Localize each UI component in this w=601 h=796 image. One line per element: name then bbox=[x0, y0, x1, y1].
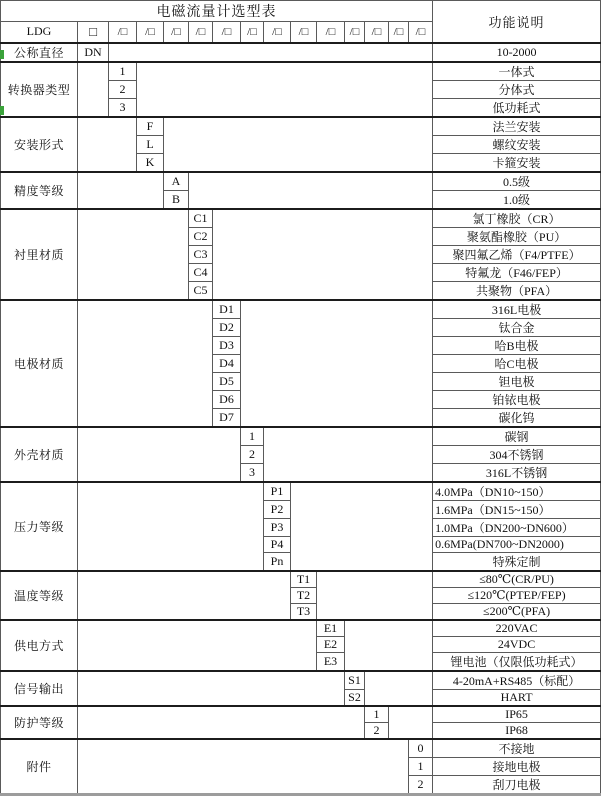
blank-cell bbox=[78, 172, 164, 209]
dn-code: DN bbox=[78, 43, 109, 62]
desc-cell: 不接地 bbox=[433, 739, 601, 758]
desc-cell: 锂电池（仅限低功耗式） bbox=[433, 652, 601, 671]
desc-cell: 24VDC bbox=[433, 636, 601, 652]
blank-cell bbox=[137, 62, 433, 117]
desc-cell: 0.5级 bbox=[433, 172, 601, 191]
code-cell: P2 bbox=[264, 500, 291, 518]
blank-cell bbox=[78, 739, 409, 795]
desc-cell: 螺纹安装 bbox=[433, 135, 601, 153]
blank-cell bbox=[78, 300, 213, 427]
blank-cell bbox=[189, 172, 433, 209]
blank-cell bbox=[389, 706, 433, 739]
desc-cell: 分体式 bbox=[433, 80, 601, 98]
desc-cell: 220VAC bbox=[433, 620, 601, 637]
code-cell: D4 bbox=[213, 354, 241, 372]
code-cell: D2 bbox=[213, 318, 241, 336]
blank-cell bbox=[78, 706, 365, 739]
desc-cell: 哈B电极 bbox=[433, 336, 601, 354]
code-cell: E2 bbox=[317, 636, 345, 652]
code-cell: E1 bbox=[317, 620, 345, 637]
model-slot: /□ bbox=[137, 22, 164, 43]
code-cell: D1 bbox=[213, 300, 241, 319]
desc-cell: IP65 bbox=[433, 706, 601, 723]
desc-cell: 1.6MPa（DN15~150） bbox=[433, 500, 601, 518]
code-cell: C2 bbox=[189, 227, 213, 245]
blank-cell bbox=[78, 117, 137, 172]
row-label: 供电方式 bbox=[1, 620, 78, 671]
code-cell: A bbox=[164, 172, 189, 191]
row-label: 外壳材质 bbox=[1, 427, 78, 482]
desc-cell: 聚四氟乙烯（F4/PTFE） bbox=[433, 245, 601, 263]
code-cell: 2 bbox=[109, 80, 137, 98]
row-label: 温度等级 bbox=[1, 571, 78, 620]
code-cell: S1 bbox=[345, 671, 365, 690]
function-column-header: 功能说明 bbox=[433, 1, 601, 43]
model-slot: /□ bbox=[317, 22, 345, 43]
desc-cell: 4-20mA+RS485（标配） bbox=[433, 671, 601, 690]
code-cell: E3 bbox=[317, 652, 345, 671]
row-label: 附件 bbox=[1, 739, 78, 795]
desc-cell: 一体式 bbox=[433, 62, 601, 81]
model-dn-box: □ bbox=[78, 22, 109, 43]
row-label: 公称直径 bbox=[1, 43, 78, 62]
blank-cell bbox=[345, 620, 433, 671]
blank-cell bbox=[213, 209, 433, 300]
code-cell: C5 bbox=[189, 281, 213, 300]
model-slot: /□ bbox=[409, 22, 433, 43]
blank-cell bbox=[317, 571, 433, 620]
model-slot: /□ bbox=[213, 22, 241, 43]
desc-cell: IP68 bbox=[433, 722, 601, 739]
code-cell: 1 bbox=[365, 706, 389, 723]
model-slot: /□ bbox=[389, 22, 409, 43]
blank-cell bbox=[109, 43, 433, 62]
desc-cell: 法兰安装 bbox=[433, 117, 601, 136]
blank-cell bbox=[78, 209, 189, 300]
model-slot: /□ bbox=[109, 22, 137, 43]
code-cell: L bbox=[137, 135, 164, 153]
code-cell: 1 bbox=[241, 427, 264, 446]
desc-cell: 304不锈钢 bbox=[433, 445, 601, 463]
code-cell: K bbox=[137, 153, 164, 172]
code-cell: S2 bbox=[345, 689, 365, 706]
desc-cell: 1.0MPa（DN200~DN600） bbox=[433, 518, 601, 536]
code-cell: B bbox=[164, 190, 189, 209]
code-cell: 2 bbox=[365, 722, 389, 739]
code-cell: P3 bbox=[264, 518, 291, 536]
code-cell: C3 bbox=[189, 245, 213, 263]
model-slot: /□ bbox=[189, 22, 213, 43]
code-cell: 1 bbox=[109, 62, 137, 81]
blank-cell bbox=[78, 482, 264, 571]
model-slot: /□ bbox=[365, 22, 389, 43]
blank-cell bbox=[164, 117, 433, 172]
code-cell: T3 bbox=[291, 603, 317, 620]
desc-cell: 氯丁橡胶（CR） bbox=[433, 209, 601, 228]
code-cell: T1 bbox=[291, 571, 317, 588]
model-prefix: LDG bbox=[1, 22, 78, 43]
blank-cell bbox=[78, 427, 241, 482]
model-slot: /□ bbox=[345, 22, 365, 43]
code-cell: C1 bbox=[189, 209, 213, 228]
desc-cell: 刮刀电极 bbox=[433, 775, 601, 794]
desc-cell: 碳化钨 bbox=[433, 408, 601, 427]
desc-cell: 哈C电极 bbox=[433, 354, 601, 372]
desc-cell: 0.6MPa(DN700~DN2000) bbox=[433, 536, 601, 552]
blank-cell bbox=[365, 671, 433, 706]
code-cell: 2 bbox=[409, 775, 433, 794]
desc-cell: 316L不锈钢 bbox=[433, 463, 601, 482]
desc-cell: 共聚物（PFA） bbox=[433, 281, 601, 300]
desc-cell: 10-2000 bbox=[433, 43, 601, 62]
desc-cell: ≤80℃(CR/PU) bbox=[433, 571, 601, 588]
row-label: 转换器类型 bbox=[1, 62, 78, 117]
code-cell: D3 bbox=[213, 336, 241, 354]
desc-cell: 特氟龙（F46/FEP） bbox=[433, 263, 601, 281]
desc-cell: 316L电极 bbox=[433, 300, 601, 319]
blank-cell bbox=[241, 300, 433, 427]
model-slot: /□ bbox=[264, 22, 291, 43]
desc-cell: 钛合金 bbox=[433, 318, 601, 336]
code-cell: 1 bbox=[409, 757, 433, 775]
green-edge-artifact bbox=[0, 50, 4, 59]
code-cell: Pn bbox=[264, 552, 291, 571]
code-cell: P1 bbox=[264, 482, 291, 501]
desc-cell: 1.0级 bbox=[433, 190, 601, 209]
desc-cell: 铂铱电极 bbox=[433, 390, 601, 408]
code-cell: D5 bbox=[213, 372, 241, 390]
desc-cell: 特殊定制 bbox=[433, 552, 601, 571]
model-slot: /□ bbox=[291, 22, 317, 43]
blank-cell bbox=[78, 571, 291, 620]
code-cell: 0 bbox=[409, 739, 433, 758]
desc-cell: 接地电极 bbox=[433, 757, 601, 775]
blank-cell bbox=[264, 427, 433, 482]
green-edge-artifact bbox=[0, 106, 4, 115]
row-label: 压力等级 bbox=[1, 482, 78, 571]
table-title: 电磁流量计选型表 bbox=[1, 1, 433, 22]
desc-cell: 钽电极 bbox=[433, 372, 601, 390]
blank-cell bbox=[78, 62, 109, 117]
blank-cell bbox=[78, 620, 317, 671]
desc-cell: 碳钢 bbox=[433, 427, 601, 446]
row-label: 衬里材质 bbox=[1, 209, 78, 300]
blank-cell bbox=[78, 671, 345, 706]
code-cell: T2 bbox=[291, 587, 317, 603]
blank-cell bbox=[291, 482, 433, 571]
code-cell: 3 bbox=[241, 463, 264, 482]
row-label: 安装形式 bbox=[1, 117, 78, 172]
model-slot: /□ bbox=[164, 22, 189, 43]
row-label: 防护等级 bbox=[1, 706, 78, 739]
code-cell: F bbox=[137, 117, 164, 136]
desc-cell: 卡箍安装 bbox=[433, 153, 601, 172]
desc-cell: 聚氨酯橡胶（PU） bbox=[433, 227, 601, 245]
desc-cell: ≤120℃(PTEP/FEP) bbox=[433, 587, 601, 603]
model-slot: /□ bbox=[241, 22, 264, 43]
row-label: 电极材质 bbox=[1, 300, 78, 427]
code-cell: D6 bbox=[213, 390, 241, 408]
code-cell: 3 bbox=[109, 98, 137, 117]
row-label: 信号输出 bbox=[1, 671, 78, 706]
row-label: 精度等级 bbox=[1, 172, 78, 209]
desc-cell: ≤200℃(PFA) bbox=[433, 603, 601, 620]
desc-cell: 低功耗式 bbox=[433, 98, 601, 117]
code-cell: P4 bbox=[264, 536, 291, 552]
desc-cell: 4.0MPa（DN10~150） bbox=[433, 482, 601, 501]
code-cell: D7 bbox=[213, 408, 241, 427]
code-cell: 2 bbox=[241, 445, 264, 463]
code-cell: C4 bbox=[189, 263, 213, 281]
desc-cell: HART bbox=[433, 689, 601, 706]
